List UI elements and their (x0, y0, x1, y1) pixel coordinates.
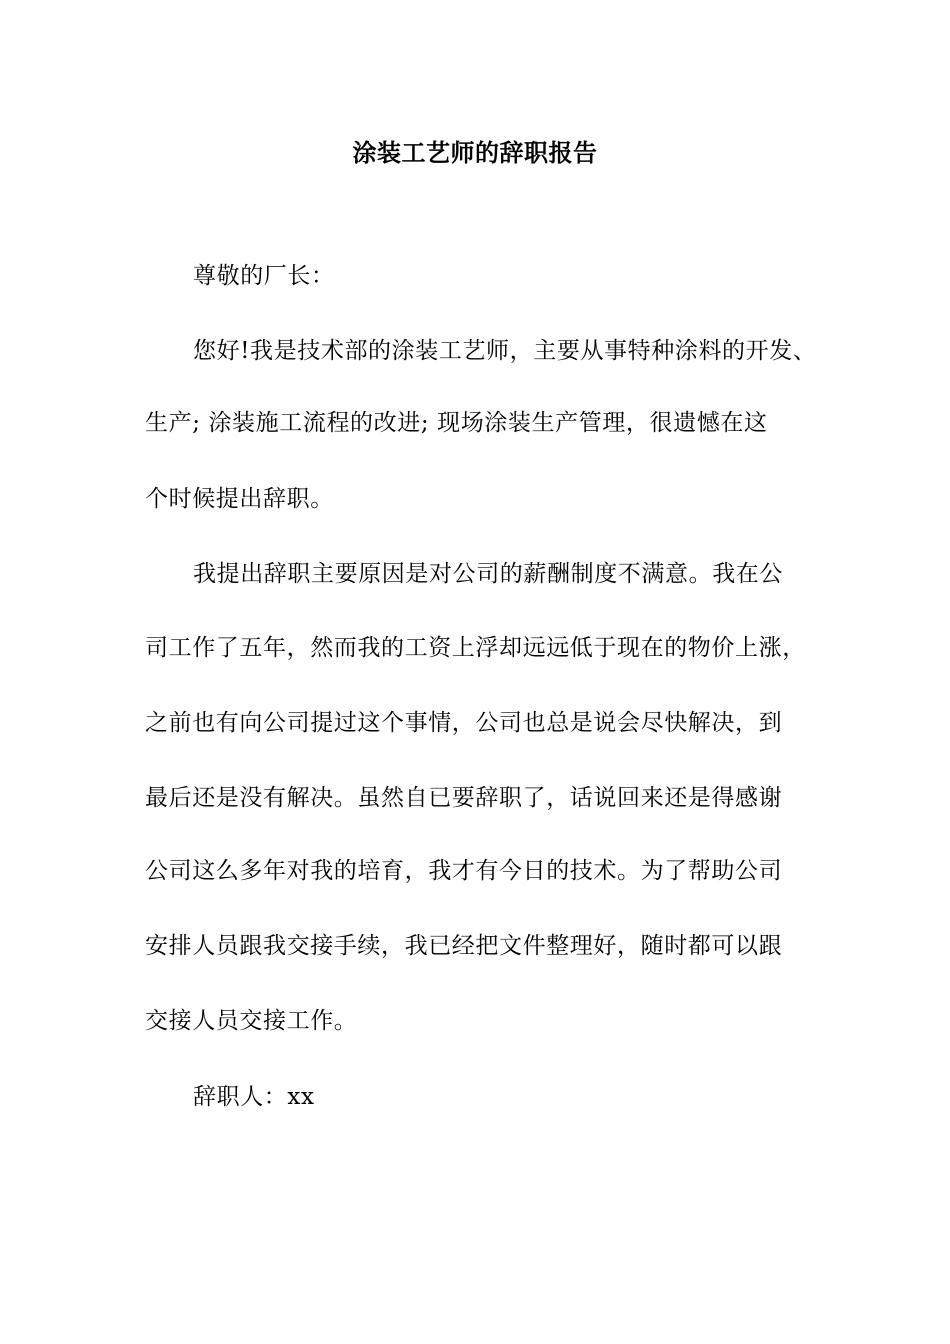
paragraph2-line6: 安排人员跟我交接手续，我已经把文件整理好，随时都可以跟 (145, 933, 783, 959)
paragraph1-line1: 您好!我是技术部的涂装工艺师，主要从事特种涂料的开发、 (193, 338, 817, 364)
paragraph2-line2: 司工作了五年，然而我的工资上浮却远远低于现在的物价上涨， (145, 635, 806, 661)
paragraph2-line7: 交接人员交接工作。 (145, 1008, 358, 1034)
paragraph2-line5: 公司这么多年对我的培育，我才有今日的技术。为了帮助公司 (145, 858, 783, 884)
paragraph1-line2: 生产; 涂装施工流程的改进; 现场涂装生产管理，很遗憾在这 (145, 410, 768, 436)
signature: 辞职人：xx (193, 1084, 315, 1110)
paragraph1-line3: 个时候提出辞职。 (145, 486, 334, 512)
paragraph2-line4: 最后还是没有解决。虽然自已要辞职了，话说回来还是得感谢 (145, 785, 783, 811)
salutation: 尊敬的厂长： (193, 263, 335, 289)
paragraph2-line1: 我提出辞职主要原因是对公司的薪酬制度不满意。我在公 (193, 561, 783, 587)
paragraph2-line3: 之前也有向公司提过这个事情，公司也总是说会尽快解决，到 (145, 710, 783, 736)
document-title: 涂装工艺师的辞职报告 (352, 138, 598, 167)
